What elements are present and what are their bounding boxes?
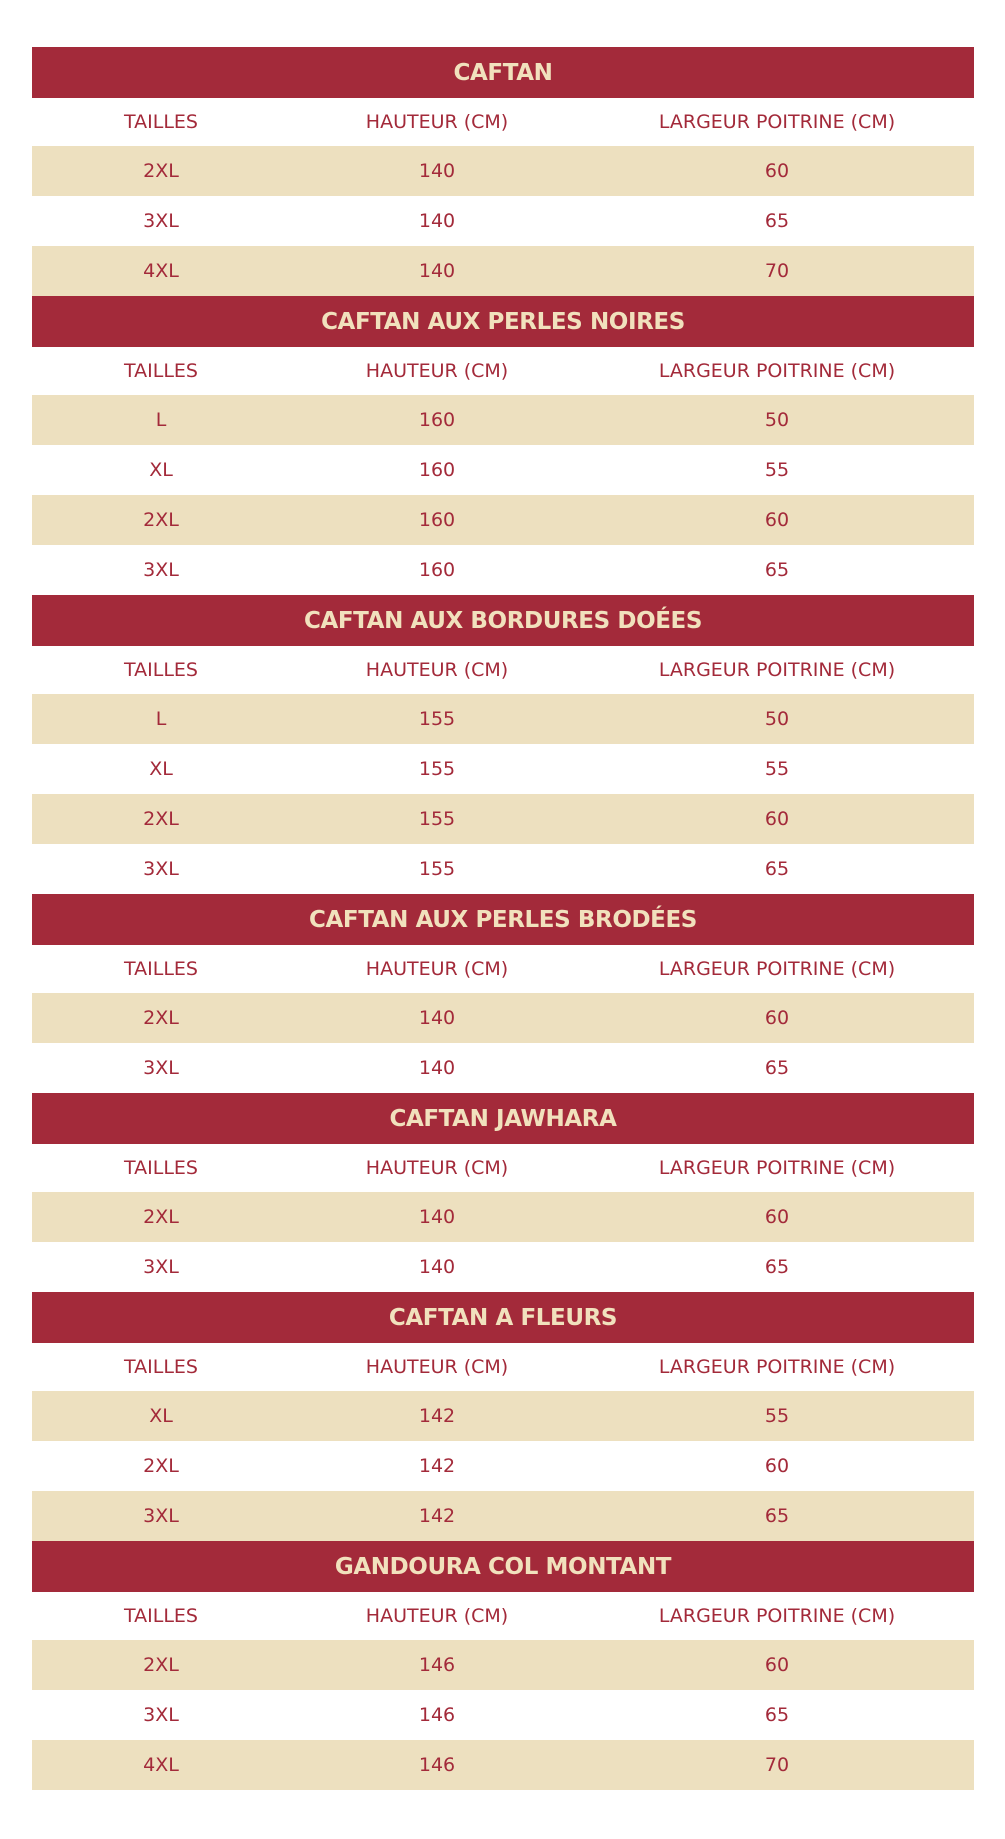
table-row: [32, 495, 974, 545]
size-cell: 3XL: [143, 210, 179, 232]
height-cell: 140: [418, 260, 456, 282]
size-cell: 2XL: [143, 1007, 179, 1029]
size-section: [32, 47, 974, 296]
size-cell: 2XL: [143, 160, 179, 182]
chest-width-cell: 60: [764, 160, 790, 182]
column-header-hauteur: HAUTEUR (CM): [365, 360, 509, 382]
table-row: [32, 694, 974, 744]
size-section: [32, 894, 974, 1093]
section-title: CAFTAN AUX PERLES NOIRES: [32, 296, 974, 347]
column-header-largeur: LARGEUR POITRINE (CM): [658, 659, 896, 681]
chest-width-cell: 60: [764, 1654, 790, 1676]
table-row: [32, 1690, 974, 1740]
section-title: CAFTAN A FLEURS: [32, 1292, 974, 1343]
table-row: [32, 146, 974, 196]
table-row: [32, 545, 974, 595]
chest-width-cell: 65: [764, 1057, 790, 1079]
column-header-tailles: TAILLES: [124, 111, 198, 133]
chest-width-cell: 65: [764, 1704, 790, 1726]
size-cell: XL: [149, 758, 173, 780]
table-row: [32, 1640, 974, 1690]
height-cell: 160: [418, 459, 456, 481]
chest-width-cell: 60: [764, 1206, 790, 1228]
size-section: [32, 1292, 974, 1541]
size-section: [32, 595, 974, 894]
column-header-largeur: LARGEUR POITRINE (CM): [658, 1605, 896, 1627]
size-section: [32, 296, 974, 595]
size-cell: L: [155, 409, 167, 431]
column-header-row: [32, 347, 974, 395]
column-header-tailles: TAILLES: [124, 1157, 198, 1179]
height-cell: 140: [418, 160, 456, 182]
table-row: [32, 1491, 974, 1541]
height-cell: 140: [418, 1057, 456, 1079]
column-header-largeur: LARGEUR POITRINE (CM): [658, 958, 896, 980]
size-cell: XL: [149, 1405, 173, 1427]
column-header-tailles: TAILLES: [124, 958, 198, 980]
height-cell: 142: [418, 1455, 456, 1477]
chest-width-cell: 65: [764, 858, 790, 880]
size-cell: 4XL: [143, 260, 179, 282]
table-row: [32, 1192, 974, 1242]
height-cell: 160: [418, 509, 456, 531]
size-cell: 4XL: [143, 1754, 179, 1776]
table-row: [32, 744, 974, 794]
table-row: [32, 196, 974, 246]
height-cell: 140: [418, 1206, 456, 1228]
height-cell: 142: [418, 1505, 456, 1527]
chest-width-cell: 55: [764, 758, 790, 780]
table-row: [32, 1242, 974, 1292]
size-cell: 3XL: [143, 1505, 179, 1527]
chest-width-cell: 55: [764, 1405, 790, 1427]
size-cell: 3XL: [143, 858, 179, 880]
column-header-row: [32, 945, 974, 993]
table-row: [32, 1043, 974, 1093]
size-cell: 3XL: [143, 1704, 179, 1726]
size-cell: 2XL: [143, 1206, 179, 1228]
height-cell: 160: [418, 409, 456, 431]
height-cell: 142: [418, 1405, 456, 1427]
table-row: [32, 445, 974, 495]
column-header-row: [32, 1144, 974, 1192]
column-header-tailles: TAILLES: [124, 659, 198, 681]
table-row: [32, 395, 974, 445]
section-title: CAFTAN: [32, 47, 974, 98]
height-cell: 146: [418, 1754, 456, 1776]
size-cell: 2XL: [143, 1455, 179, 1477]
section-title: CAFTAN JAWHARA: [32, 1093, 974, 1144]
size-guide-table: [32, 47, 974, 1790]
column-header-largeur: LARGEUR POITRINE (CM): [658, 1356, 896, 1378]
height-cell: 155: [418, 708, 456, 730]
column-header-hauteur: HAUTEUR (CM): [365, 1605, 509, 1627]
chest-width-cell: 70: [764, 1754, 790, 1776]
size-cell: 3XL: [143, 1256, 179, 1278]
chest-width-cell: 50: [764, 409, 790, 431]
chest-width-cell: 65: [764, 559, 790, 581]
section-title: CAFTAN AUX PERLES BRODÉES: [32, 894, 974, 945]
column-header-hauteur: HAUTEUR (CM): [365, 1157, 509, 1179]
column-header-row: [32, 98, 974, 146]
column-header-hauteur: HAUTEUR (CM): [365, 1356, 509, 1378]
height-cell: 146: [418, 1704, 456, 1726]
column-header-row: [32, 646, 974, 694]
column-header-tailles: TAILLES: [124, 1605, 198, 1627]
size-cell: 3XL: [143, 1057, 179, 1079]
size-cell: XL: [149, 459, 173, 481]
column-header-largeur: LARGEUR POITRINE (CM): [658, 360, 896, 382]
column-header-hauteur: HAUTEUR (CM): [365, 659, 509, 681]
height-cell: 160: [418, 559, 456, 581]
height-cell: 146: [418, 1654, 456, 1676]
chest-width-cell: 70: [764, 260, 790, 282]
chest-width-cell: 60: [764, 509, 790, 531]
column-header-tailles: TAILLES: [124, 360, 198, 382]
column-header-row: [32, 1343, 974, 1391]
table-row: [32, 993, 974, 1043]
height-cell: 155: [418, 858, 456, 880]
table-row: [32, 844, 974, 894]
section-title: GANDOURA COL MONTANT: [32, 1541, 974, 1592]
size-cell: 2XL: [143, 808, 179, 830]
size-cell: 2XL: [143, 509, 179, 531]
size-cell: 3XL: [143, 559, 179, 581]
table-row: [32, 1391, 974, 1441]
table-row: [32, 246, 974, 296]
chest-width-cell: 60: [764, 808, 790, 830]
size-section: [32, 1541, 974, 1790]
height-cell: 155: [418, 758, 456, 780]
chest-width-cell: 50: [764, 708, 790, 730]
height-cell: 140: [418, 1007, 456, 1029]
column-header-hauteur: HAUTEUR (CM): [365, 111, 509, 133]
column-header-hauteur: HAUTEUR (CM): [365, 958, 509, 980]
size-cell: 2XL: [143, 1654, 179, 1676]
height-cell: 155: [418, 808, 456, 830]
chest-width-cell: 60: [764, 1455, 790, 1477]
height-cell: 140: [418, 1256, 456, 1278]
column-header-largeur: LARGEUR POITRINE (CM): [658, 111, 896, 133]
column-header-row: [32, 1592, 974, 1640]
chest-width-cell: 55: [764, 459, 790, 481]
chest-width-cell: 60: [764, 1007, 790, 1029]
height-cell: 140: [418, 210, 456, 232]
size-section: [32, 1093, 974, 1292]
section-title: CAFTAN AUX BORDURES DOÉES: [32, 595, 974, 646]
table-row: [32, 1441, 974, 1491]
chest-width-cell: 65: [764, 1505, 790, 1527]
size-cell: L: [155, 708, 167, 730]
chest-width-cell: 65: [764, 1256, 790, 1278]
column-header-largeur: LARGEUR POITRINE (CM): [658, 1157, 896, 1179]
chest-width-cell: 65: [764, 210, 790, 232]
column-header-tailles: TAILLES: [124, 1356, 198, 1378]
table-row: [32, 1740, 974, 1790]
table-row: [32, 794, 974, 844]
